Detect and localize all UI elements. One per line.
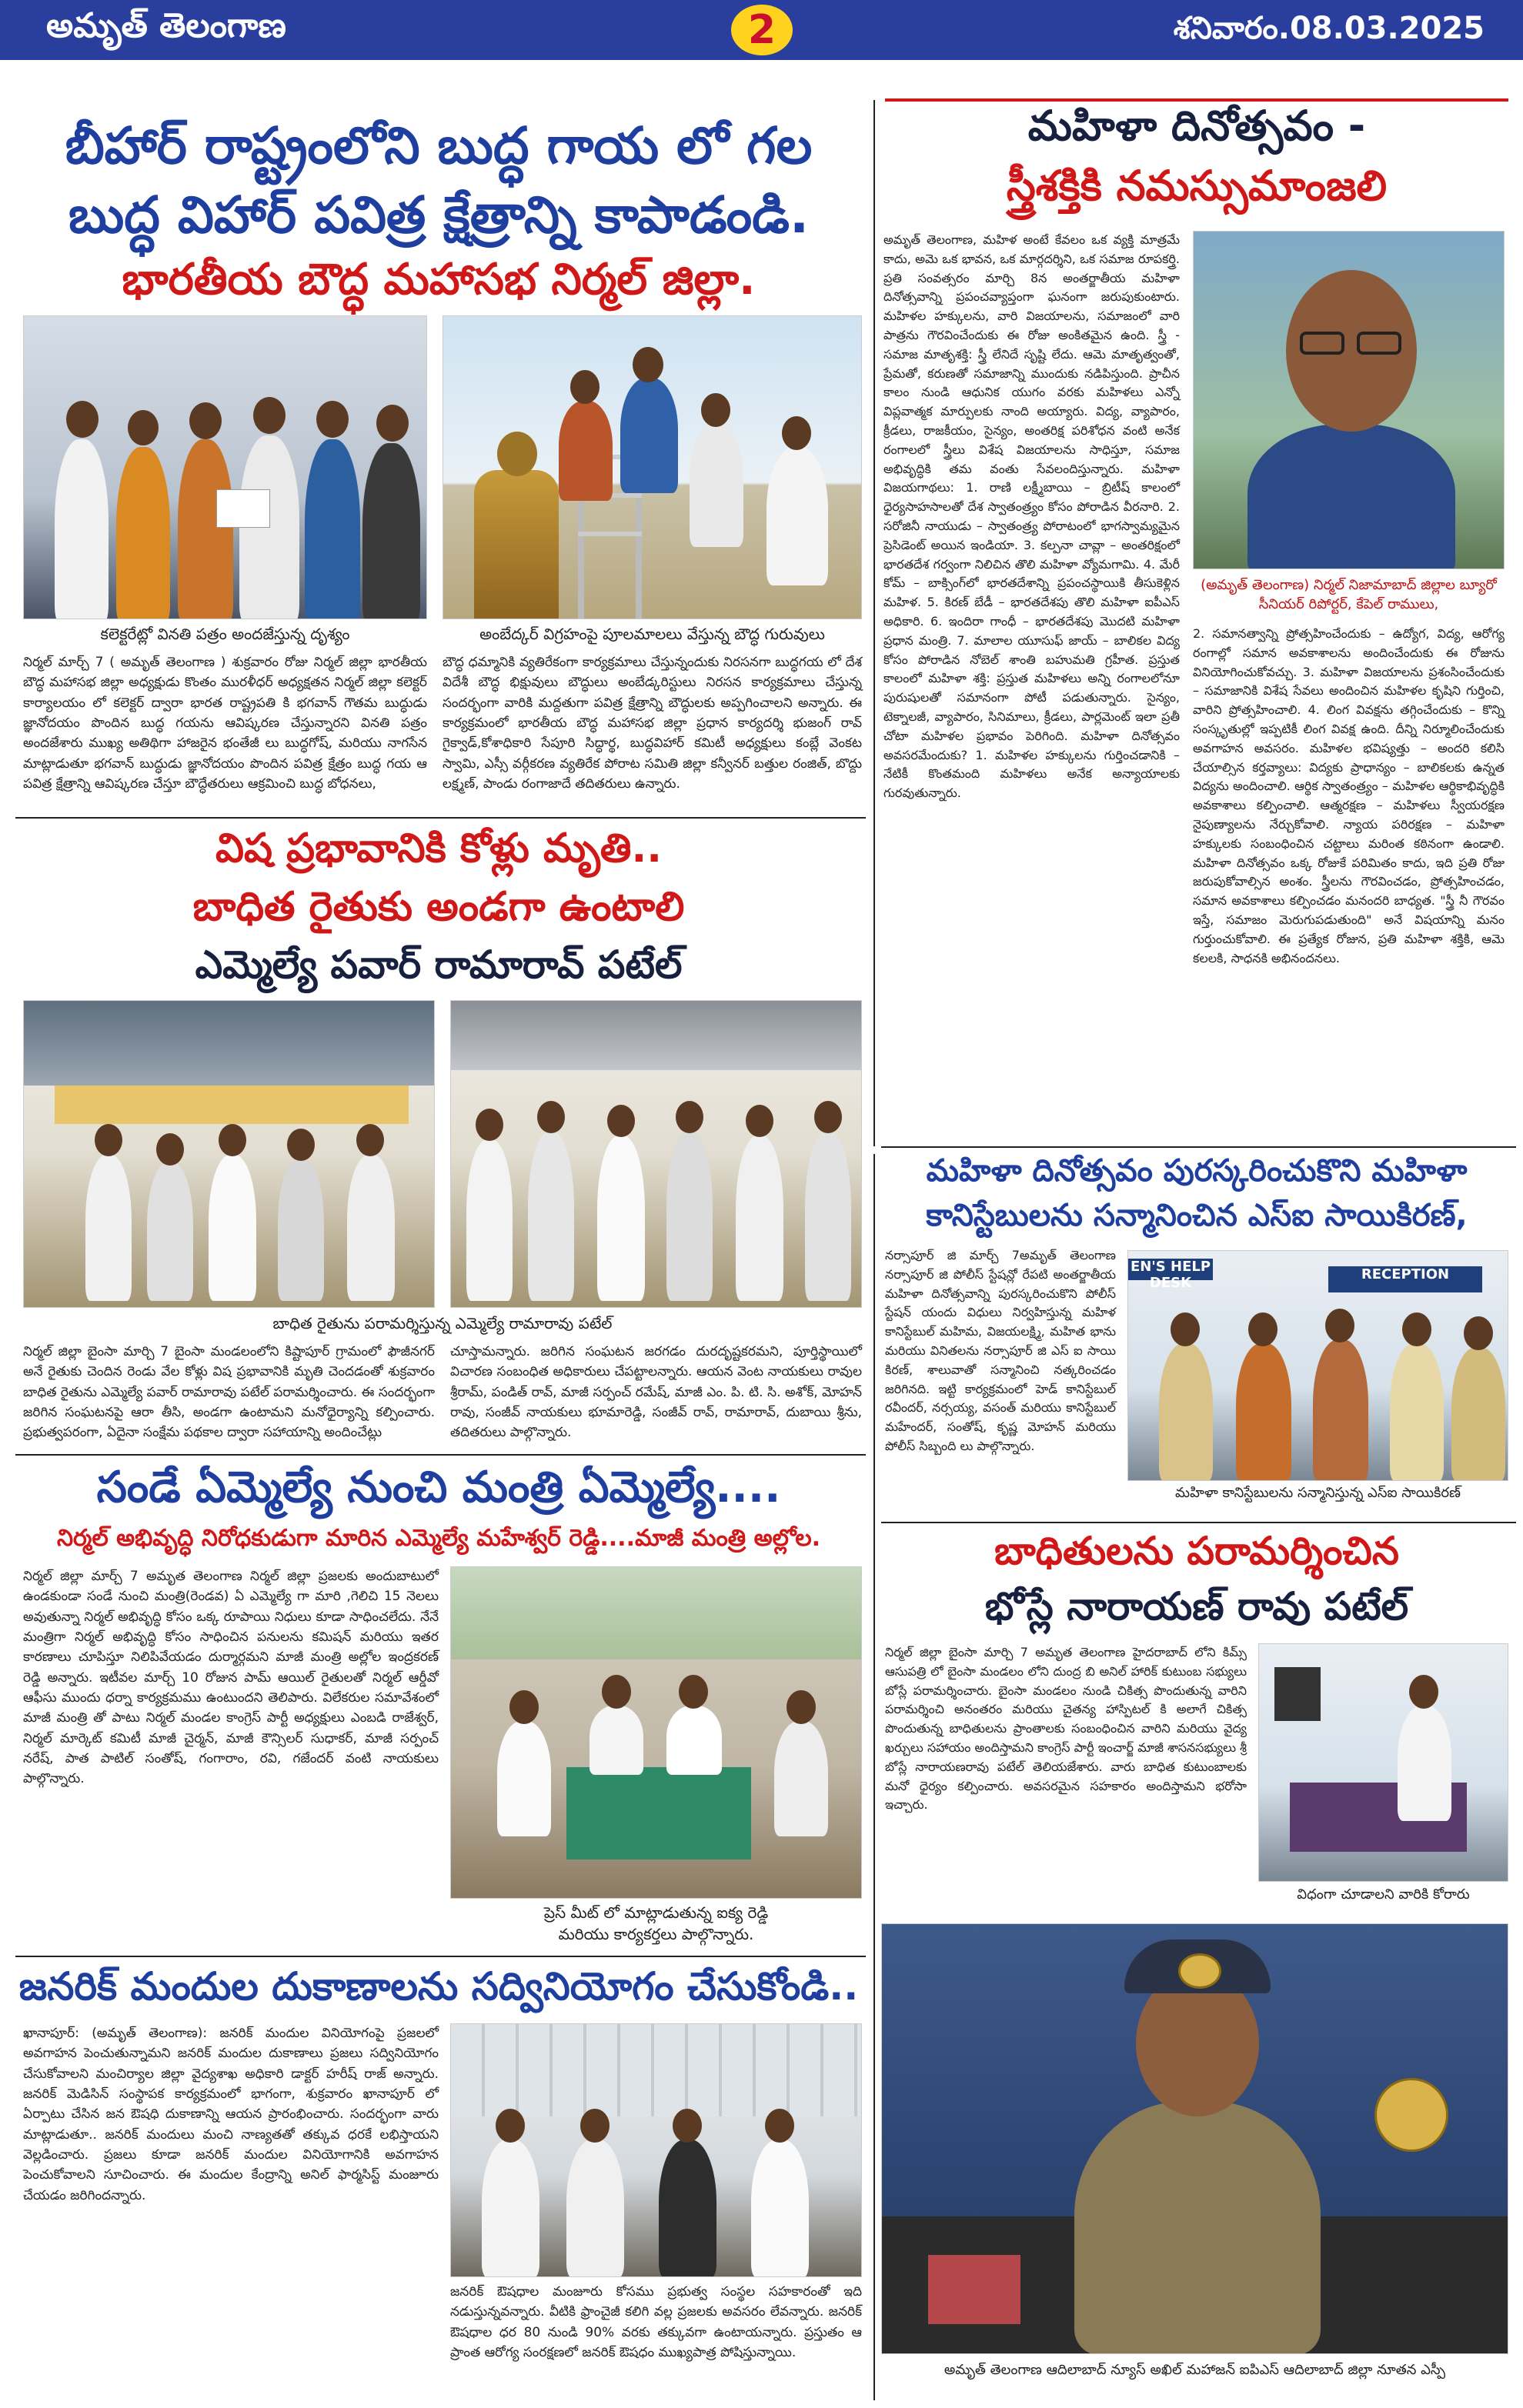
bhosle-headline-2: భోస్లే నారాయణ్ రావు పటేల్: [984, 1584, 1409, 1629]
section-rule: [15, 1956, 866, 1957]
farmer-headline-3: ఎమ్మెల్యే పవార్ రామారావ్ పటేల్: [195, 942, 683, 987]
ambedkar-statue-photo: [443, 315, 862, 619]
generic-headline: జనరిక్ మందుల దుకాణాలను సద్వినియోగం చేసుకోండి..: [18, 1964, 859, 2009]
farmer-body-right: చూస్తామన్నారు. జరిగిన సంఘటన జరగడం దురదృష్టకరమని, పూర్తిస్థాయిలో విచారణ సంబంధిత అధికారులు చేపట్టాలన్నారు. ఆయన వెంట నాయకులు రావుల శ్రీరామ్, పండిత్ రావ్, మాజీ సర్పంచ్ రమేష్, మాజీ ఎం. పి. టి. సి. అశోక్, మోహన్ రావు, సంజీవ్ నాయకులు భూమారెడ్డి, సంజీవ్ రావ్, రామారావ్, దుబాయి శ్రీను, తదితరులు పాల్గొన్నారు.: [450, 1344, 862, 1441]
generic-store-photo: [450, 2023, 862, 2277]
sp-portrait-caption: అమృత్ తెలంగాణ ఆదిలాబాద్ న్యూస్ అఖిల్ మహాజన్ ఐపిఎస్ ఆదిలాబాద్ జిల్లా నూతన ఎస్పీ: [944, 2362, 1446, 2378]
bhosle-headline-1: బాధితులను పరామర్శించిన: [994, 1529, 1399, 1573]
farmer-body-left: నిర్మల్ జిల్లా బైంసా మార్చి 7 బైంసా మండలంలోని కిష్టాపూర్ గ్రామంలో ఫౌజీనగర్ అనే రైతుకు చెందిన రెండు వేల కోళ్లు విష ప్రభావానికి మృతి చెందడంతో శుక్రవారం బాధిత రైతును ఎమ్మెల్యే పవార్ రామారావు పటేల్ పరామర్శించారు. ఈ సందర్భంగా జరిగిన సంఘటనపై ఆరా తీసి, అండగా ఉంటామని మనోధైర్యాన్ని కల్పించారు. ప్రభుత్వపరంగా, ఏదైనా సంక్షేమ పథకాల ద్వారా సహాయాన్ని అందించేట్లు: [23, 1344, 435, 1441]
page-number-badge: 2: [731, 5, 793, 55]
womens-day-body-main: అమృత్ తెలంగాణ, మహిళ అంటే కేవలం ఒక వ్యక్తి మాత్రమే కాదు, అమె ఒక భావన, ఒక మార్గదర్శిని, ఒక సమాజ రూపకర్త్రి. ప్రతి సంవత్సరం మార్చి 8న అంతర్జాతీయ మహిళా దినోత్సవాన్ని ప్రపంచవ్యాప్తంగా ఘనంగా జరుపుకుంటారు. మహిళల హక్కులను, వారి విజయాలను, సమాజంలో వారి పాత్రను గౌరవించేందుకు ఈ రోజు అంకితమైన ఉంది. స్త్రీ - సమాజ మాతృశక్తి: స్త్రీ లేనిదే సృష్టి లేదు. ఆమె మాతృత్వంతో, ప్రేమతో, కరుణతో సమాజాన్ని ముందుకు నడిపిస్తుంది. ప్రాచీన కాలం నుండి ఆధునిక యుగం వరకు మహిళలు ఎన్నో విప్లవాత్మక మార్పులకు నాంది అయ్యారు. విద్య, వ్యాపారం, క్రీడలు, రాజకీయం, సైన్యం, అంతరిక్ష పరిశోధన వంటి అనేక రంగాలలో స్త్రీలు విశేష విజయాలను సాధిస్తూ, సమాజ అభివృద్ధికి తమ వంతు సేవలందిస్తున్నారు. మహిళా విజయగాథలు: 1. రాణి లక్ష్మీబాయి – బ్రిటీష్ కాలంలో ధైర్యసాహసాలతో దేశ స్వాతంత్ర్యం కోసం పోరాడిన వీరనారి. 2. సరోజినీ నాయుడు – స్వాతంత్ర్య పోరాటంలో భాగస్వామ్యమైన ప్రెసిడెంట్ అయిన ఇండియా. 3. కల్పనా చావ్లా – అంతరిక్షంలో భారతదేశ గర్వంగా నిలిచిన తొలి మహిళా వ్యోమగామి. 4. మేరీ కోమ్ – బాక్సింగ్‌లో భారతదేశాన్ని ప్రపంచస్థాయికి తీసుకెళ్లిన మహిళ. 5. కిరణ్ బేడీ – భారతదేశపు తొలి మహిళా ఐపీఎస్ అధికారి. 6. ఇందిరా గాంధీ – భారతదేశపు మొదటి మహిళా ప్రధాన మంత్రి. 7. మాలాల యూసుఫ్ జాయ్ – బాలికల విద్య కోసం పోరాడిన నోబెల్ శాంతి బహుమతి గ్రహీత. ప్రస్తుత కాలంలో మహిళా శక్తి: ప్రస్తుత మహిళలు అన్ని రంగాలలోనూ పురుషులతో సమానంగా పోటీ పడుతున్నారు. సైన్యం, టెక్నాలజీ, వ్యాపారం, సినిమాలు, క్రీడలు, పార్లమెంట్ ఇలా ప్రతీ చోటా మహిళల ప్రభావం పెరిగింది. మహిళా దినోత్సవం అవసరమేందుకు? 1. మహిళల హక్కులను గుర్తించడానికి – నేటికీ కొంతమంది మహిళలు అనేక అన్యాయాలకు గురవుతున్నారు.: [883, 232, 1180, 801]
farmer-headline-2: బాధిత రైతుకు అండగా ఉంటాలి: [192, 884, 685, 930]
telangana-police-emblem-icon: [1374, 2078, 1448, 2152]
si-headline-2: కానిస్టేబులను సన్మానించిన ఎస్ఐ సాయికిరణ్,: [926, 1198, 1468, 1233]
bhosle-body: నిర్మల్ జిల్లా బైంసా మార్చి 7 అమృత తెలంగాణ హైదరాబాద్ లోని కిమ్స్ ఆసుపత్రి లో బైంసా మండలం లోని దుంద్ర బి అనిల్ హారిక్ కుటుంబ సభ్యులు బోస్లే పరామర్శించారు. బైంసా మండలం నుండి చికిత్స పొందుతున్న వారిని పరామర్శించి అనంతరం మరియు చైతన్య హాస్పిటల్ కి అలాగే చికిత్స పొందుతున్న బాధితులను ప్రాంతాలకు సంబంధించిన వారిని మరియు వైద్య ఖర్చులు సహాయం అందిస్తామని కాంగ్రెస్ పార్టీ ఇంచార్జ్ మాజీ శాసనసభ్యులు శ్రీ బోస్లే నారాయణరావు పటేల్ తెలియజేశారు. వారు బాధిత కుటుంబాలకు మనో ధైర్యం కల్పించారు. అవసరమైన సహకారం అందిస్తామని భరోసా ఇచ్చారు.: [885, 1645, 1247, 1813]
hospital-visit-photo: [1258, 1643, 1508, 1882]
buddha-headline-2: బుద్ధ విహార్ పవిత్ర క్షేత్రాన్ని కాపాడండి.: [68, 185, 810, 245]
minister-headline-1: సండే ఏమ్మెల్యే నుంచి మంత్రి ఏమ్మెల్యే....: [96, 1462, 781, 1513]
column-divider: [873, 1154, 875, 2400]
collectorate-photo: [23, 315, 427, 619]
hospital-visit-caption: విధంగా చూడాలని వారికి కోరారు: [1297, 1886, 1470, 1903]
paper-name: అమృత్ తెలంగాణ: [46, 6, 286, 45]
buddha-headline-1: బీహార్ రాష్ట్రంలోని బుద్ధ గాయ లో గల: [65, 116, 813, 175]
reporter-caption: (అమృత్ తెలంగాణ) నిర్మల్ నిజామాబాద్ జిల్లాల బ్యూరో సీనియర్ రిపోర్టర్, కేపెల్ రాములు,: [1201, 577, 1497, 612]
reporter-portrait: [1193, 231, 1505, 569]
column-divider: [873, 100, 875, 1146]
press-meet-caption-2: మరియు కార్యకర్తలు పాల్గొన్నారు.: [558, 1925, 754, 1943]
press-meet-photo: [450, 1566, 862, 1899]
womens-day-body-side: 2. సమానత్వాన్ని ప్రోత్సహించేందుకు – ఉద్యోగ, విద్య, ఆరోగ్య రంగాల్లో సమాన అవకాశాలను అందించేందుకు ఈ రోజును వినియోగించుకోవచ్చు. 3. మహిళా విజయాలను ప్రశంసించేందుకు – సమాజానికి విశేష సేవలు అందించిన మహిళల కృషిని గుర్తించి, వారిని ప్రోత్సహించాలి. 4. లింగ వివక్షను తగ్గించేందుకు – కొన్ని సంస్కృతుల్లో ఇప్పటికీ లింగ వివక్ష ఉంది. దీన్ని నిర్మూలించేందుకు అవగాహన అవసరం. మహిళల భవిష్యత్తు – అందరి కలిసి చేయాల్సిన కర్తవ్యాలు: విద్యకు ప్రాధాన్యం – బాలికలకు ఉన్నత విద్యను అందించాలి. ఆర్థిక స్వాతంత్ర్యం – మహిళల ఆర్థికాభివృద్ధికి అవకాశాలు కల్పించాలి. ఆత్మరక్షణ – మహిళలు స్వీయరక్షణ నైపుణ్యాలను నేర్చుకోవాలి. న్యాయ పరిరక్షణ – మహిళా హక్కులకు సంబంధించిన చట్టాలు మరింత కఠినంగా ఉండాలి. మహిళా దినోత్సవం ఒక్క రోజుకే పరిమితం కాదు, ఇది ప్రతి రోజు జరుపుకోవాల్సిన అంశం. స్త్రీలను గౌరవించడం, ప్రోత్సహించడం, సమాన అవకాశాలు కల్పించడం మనందరి బాధ్యత. "స్త్రీ నీ గౌరవం ఇస్తే, సమాజం మెరుగుపడుతుంది" అనే విషయాన్ని మనం గుర్తుంచుకోవాలి. ఈ ప్రత్యేక రోజున, ప్రతి మహిళా శక్తికి, ఆమె కలలకి, సాధనకి అభినందనలు.: [1193, 626, 1505, 966]
buddha-subhead: భారతీయ బౌద్ధ మహాసభ నిర్మల్ జిల్లా.: [122, 255, 756, 305]
buddha-body-right: బౌద్ధ ధమ్మానికి వ్యతిరేకంగా కార్యక్రమాలు చేస్తున్నందుకు నిరసనగా బుద్ధగయ లో దేశ విదేశీ బౌద్ధ భిక్షువులు బౌద్ధులు అంబేడ్కరిస్టులు నిరసన కార్యక్రమాలు చేస్తున్న సందర్భంగా వారికి మద్దతుగా పవిత్ర క్షేత్రాన్ని బౌద్ధులకు అప్పగించాలని అన్నారు. ఈ కార్యక్రమంలో భారతీయ బౌద్ధ మహాసభ జిల్లా ప్రధాన కార్యదర్శి భుజంగ్ రావ్ గైక్వాడ్,కోశాధికారి సేపూరి సిద్ధార్థ, బుద్ధవిహార్ కమిటీ అధ్యక్షులు కంబ్లే వెంకట స్వామి, ఎస్సీ వర్గీకరణ వ్యతిరేక పోరాట సమితి జిల్లా కన్వీనర్ బత్తుల రంజిత్, బొద్దు లక్ష్మణ్, పాండు రంగాజాదే తదితరులు ఉన్నారు.: [443, 655, 862, 792]
reception-sign: RECEPTION: [1328, 1266, 1482, 1292]
si-felicitation-photo: [1127, 1250, 1508, 1481]
womens-day-headline-2: స్త్రీశక్తికి నమస్సుమాంజలి: [1006, 162, 1388, 210]
press-meet-caption-1: ప్రెస్ మీట్ లో మాట్లాడుతున్న ఐక్య రెడ్డి: [543, 1903, 769, 1922]
police-cap-badge-icon: [1178, 1953, 1221, 1989]
section-rule: [15, 1454, 866, 1456]
generic-body-right: జనరిక్ ఔషధాల మంజూరు కోసము ప్రభుత్వ సంస్థల సహకారంతో ఇది నడుస్తున్నవన్నారు. వీటికి ఫ్రాంచైజీ కలిగి వల్ల ప్రజలకు అవసరం లేవన్నారు. జనరిక్ ఔషధాల ధర 80 నుండి 90% వరకు తక్కువగా ఉంటాయన్నారు. ప్రస్తుతం ఆ ప్రాంత ఆరోగ్య సంరక్షణలో జనరిక్ ఔషధం ముఖ్యపాత్ర పోషిస్తున్నాయి.: [450, 2284, 862, 2361]
minister-headline-2: నిర్మల్ అభివృద్ధి నిరోధకుడుగా మారిన ఎమ్మెల్యే మహేశ్వర్ రెడ్డి....మాజీ మంత్రి అల్లోల.: [56, 1525, 821, 1552]
si-caption: మహిళా కానిస్టేబులను సన్మానిస్తున్న ఎస్ఐ సాయికిరణ్: [1175, 1485, 1461, 1501]
section-rule: [15, 817, 866, 819]
farmer-headline-1: విష ప్రభావానికి కోళ్లు మృతి..: [215, 825, 662, 872]
section-rule: [881, 1146, 1516, 1148]
sp-portrait-photo: [881, 1923, 1508, 2354]
minister-body: నిర్మల్ జిల్లా మార్చ్ 7 అమృత తెలంగాణ నిర్మల్ జిల్లా ప్రజలకు అందుబాటులో ఉండకుండా సండే నుంచి మంత్రి(రెండవ) ఏ ఎమ్మెల్యే గా మారి ,గెలిచి 15 నెలలు అవుతున్నా నిర్మల్ అభివృద్ధి కోసం ఒక్క రూపాయి నిధులు కూడా సాధించలేదు. నేనే మంత్రిగా నిర్మల్ అభివృద్ధి కోసం సాధించిన పనులను కమిషన్ మరియు ఇతర కారణాలు చూపిస్తూ నిలిపివేయడం దుర్మార్గమని మాజీ మంత్రి అల్లోల ఇంద్రకరణ్ రెడ్డి అన్నారు. ఇటీవల మార్చ్ 10 రోజున పామ్ ఆయిల్ రైతులతో నిర్మల్ ఆర్డీవో ఆఫీసు ముందు ధర్నా కార్యక్రమము ఉంటుందని తెలిపారు. విలేకరుల సమావేశంలో మాజీ మంత్రి తో పాటు నిర్మల్ మండల కాంగ్రెస్ పార్టీ అధ్యక్షులు ఎంబడి రాజేశ్వర్, నిర్మల్ మార్కెట్ కమిటీ మాజీ చైర్మన్, మాజీ కౌన్సిలర్ సుధాకర్, మాజీ సర్పంచ్ నరేష్, పాత పాటిల్ సంతోష్, గంగారాం, రవి, గజేందర్ వంటి నాయకులు పాల్గొన్నారు.: [23, 1569, 439, 1787]
issue-date: శనివారం.08.03.2025: [1173, 11, 1485, 46]
statue-caption: అంబేద్కర్ విగ్రహంపై పూలమాలలు వేస్తున్న బౌద్ధ గురువులు: [479, 625, 825, 643]
womens-day-headline-1: మహిళా దినోత్సవం -: [885, 98, 1508, 152]
section-rule: [881, 1522, 1516, 1523]
farmer-caption: బాధిత రైతును పరామర్శిస్తున్న ఎమ్మెల్యే రామారావు పటేల్: [272, 1314, 613, 1332]
generic-body-left: ఖానాపూర్: (అమృత్ తెలంగాణ): జనరిక్ మందుల వినియోగంపై ప్రజలలో అవగాహన పెంచుతున్నామని జనరిక్ మందుల దుకాణాలు ప్రజలు సద్వినియోగం చేసుకోవాలని మంచిర్యాల జిల్లా వైద్యశాఖ అధికారి డాక్టర్ హరీష్ రాజ్ అన్నారు. జనరిక్ మెడిసిన్ సంస్థాపక కార్యక్రమంలో భాగంగా, శుక్రవారం ఖానాపూర్ లో ఏర్పాటు చేసిన జన ఔషధి దుకాణాన్ని ఆయన ప్రారంభించారు. సందర్భంగా వారు మాట్లాడుతూ.. జనరిక్ మందులు మంచి నాణ్యతతో తక్కువ ధరకే లభిస్తాయని వెల్లడించారు. ప్రజలు కూడా జనరిక్ మందుల వినియోగానికి అవగాహన పెంచుకోవాలని సూచించారు. ఈ మందుల కేంద్రాన్ని అనిల్ ఫార్మసిస్ట్ మంజూరు చేయడం జరిగిందన్నారు.: [23, 2026, 439, 2203]
farmer-visit-photo-1: [23, 1000, 435, 1308]
collectorate-caption: కలెక్టరేట్లో వినతి పత్రం అందజేస్తున్న దృశ్యం: [100, 625, 350, 643]
si-body: నర్సాపూర్ జి మార్చ్ 7అమృత్ తెలంగాణ నర్సాపూర్ జి పోలీస్ స్టేషన్లో రేపటి అంతర్జాతీయ మహిళా దినోత్సవాన్ని పురస్కరించుకొని పోలీస్ స్టేషన్ యందు విధులు నిర్వహిస్తున్న మహిళ కానిస్టేబుల్ మహిమ, విజయలక్ష్మి, మహిత భాను మరియు వినితలను నర్సాపూర్ జి ఎస్ ఐ సాయి కిరణ్, శాలువాతో సన్మానించి నత్కరించడం జరిగినది. ఇట్టి కార్యక్రమంలో హెడ్ కానిస్టేబుల్ రవీందర్, నర్సయ్య, వసంత్ మరియు కానిస్టేబుల్ మహేందర్, సంతోష్, కృష్ణ మోహన్ మరియు పోలీస్ సిబ్బంది లు పాల్గొన్నారు.: [885, 1248, 1116, 1453]
help-desk-sign: EN'S HELP DESK: [1128, 1259, 1213, 1280]
buddha-body-left: నిర్మల్ మార్చ్ 7 ( అమృత్ తెలంగాణ ) శుక్రవారం రోజు నిర్మల్ జిల్లా భారతీయ బౌద్ధ మహాసభ జిల్లా అధ్యక్షుడు కొంతం మురళీధర్ అధ్యక్షతన నిర్మల్ జిల్లా కలెక్టర్ కార్యాలయం లో కలెక్టర్ ద్వారా భారత రాష్ట్రపతి కి భగవాన్ గౌతమ బుద్ధుడు జ్ఞానోదయం పొందిన బుద్ధ గయను ఆవిష్కరణ చేస్తున్నారని వినతి పత్రం అందజేశారు ముఖ్య అతిథిగా హాజరైన భంతేజీ లు బుద్ధగోష్, మరియు నాగసేన మాట్లాడుతూ భగవాన్ బుద్ధుడు జ్ఞానోదయం పొందిన పవిత్ర క్షేత్రం బుద్ధ గయ ఆ పవిత్ర క్షేత్రాన్ని ఆవిష్కరణ చేస్తూ బౌద్ధేతరులు ఆక్రమించి బుద్ధ బోధనలు,: [23, 655, 427, 792]
si-headline-1: మహిళా దినోత్సవం పురస్కరించుకొని మహిళా: [926, 1153, 1468, 1189]
farmer-visit-photo-2: [450, 1000, 862, 1308]
